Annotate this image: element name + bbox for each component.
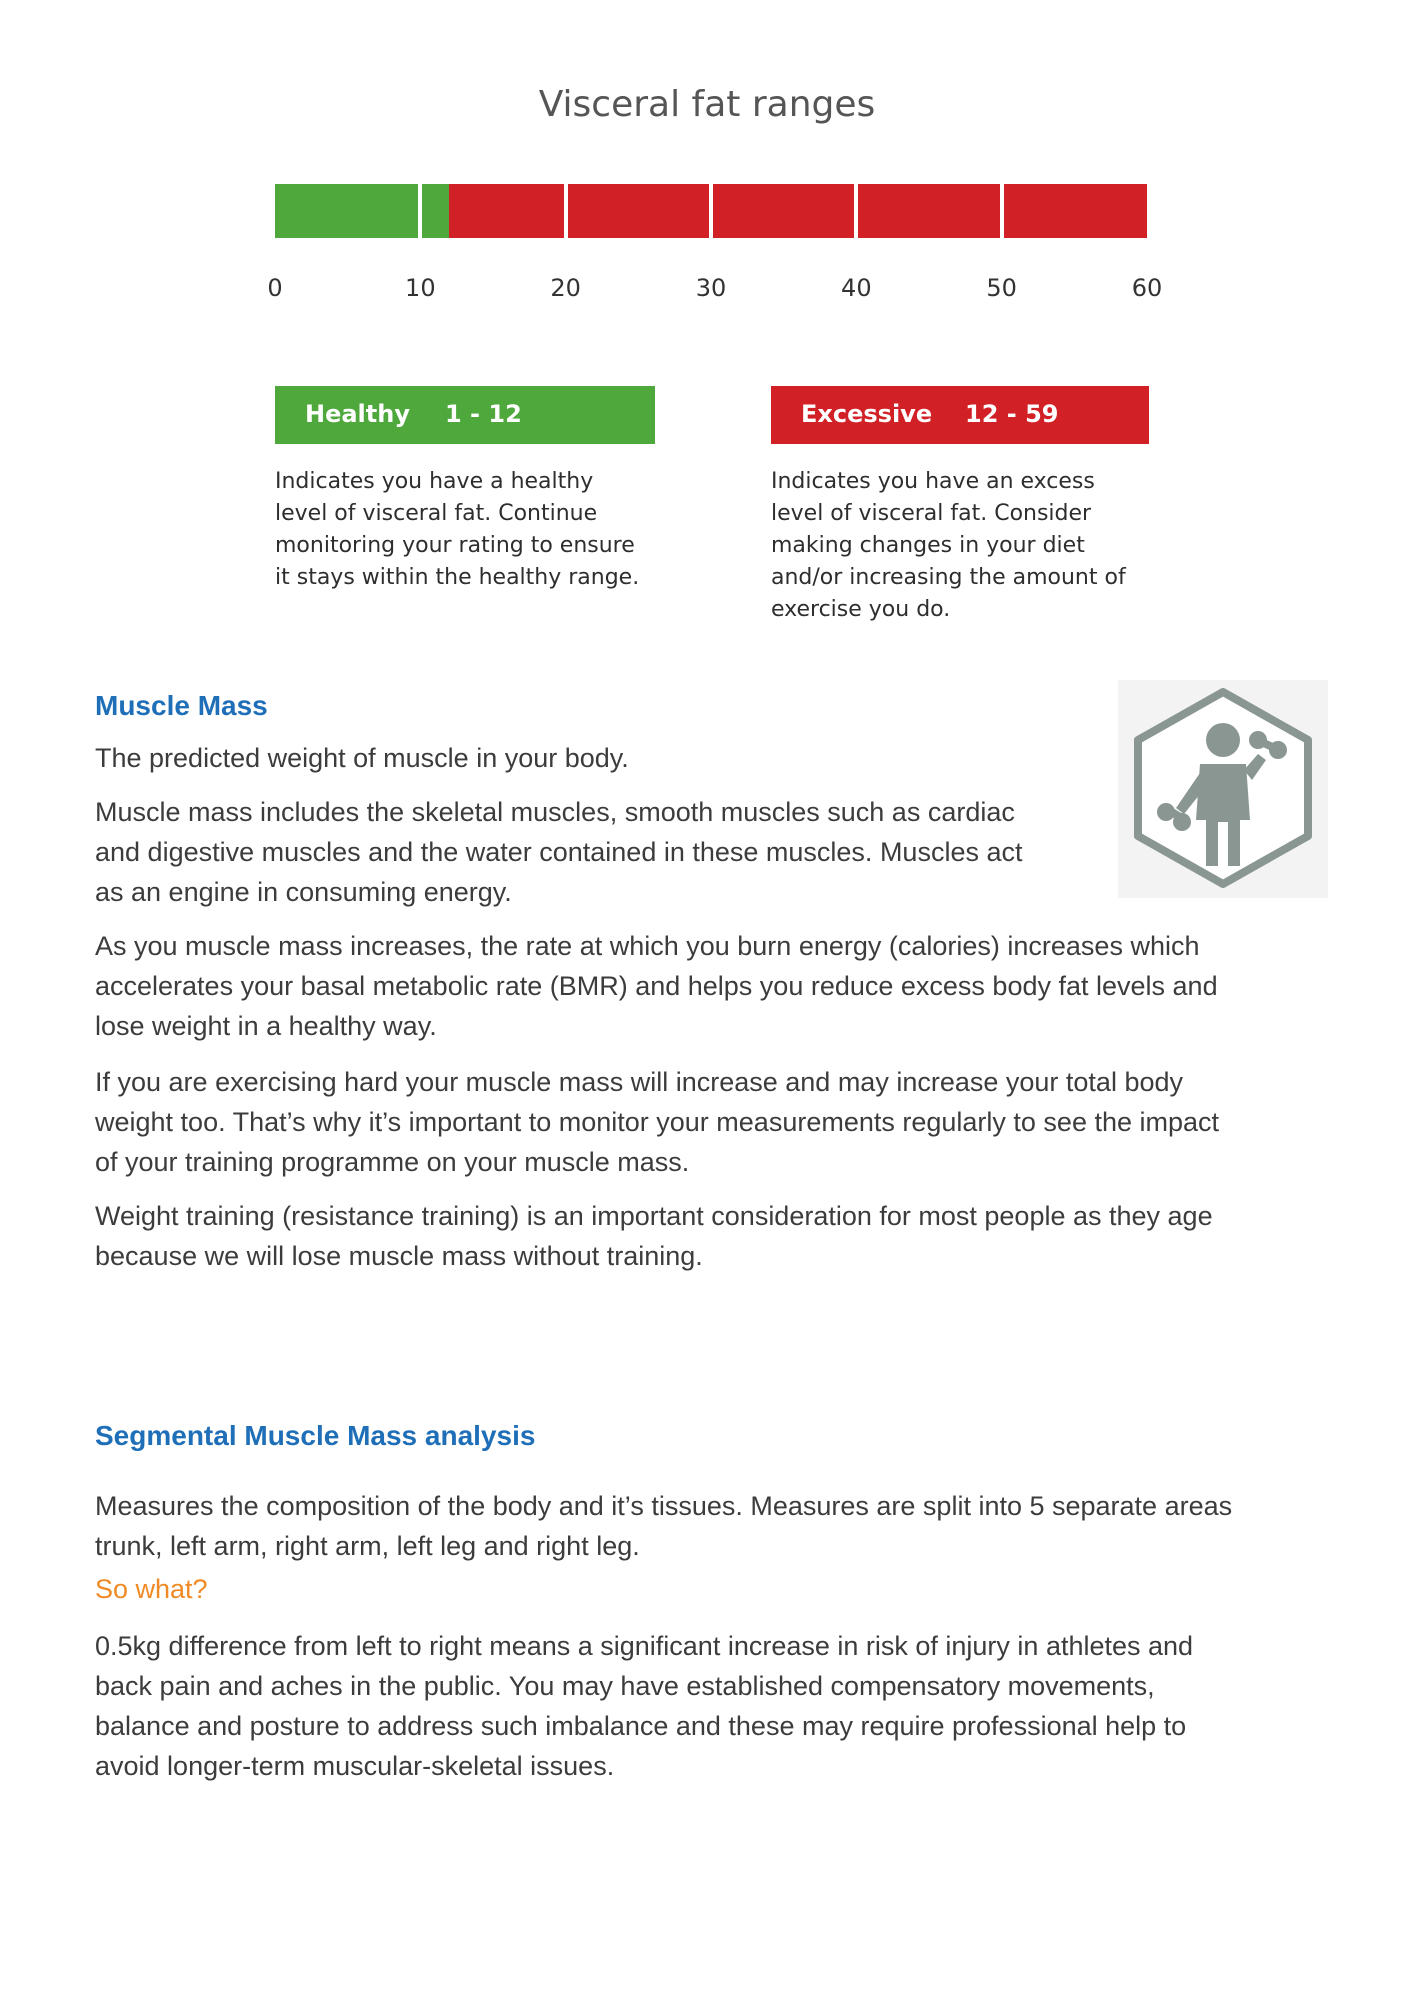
scale-divider: [418, 184, 422, 238]
excessive-description-line: Indicates you have an excess: [771, 469, 1095, 494]
excessive-description: [771, 466, 1126, 626]
scale-tick-label: 30: [695, 274, 727, 302]
healthy-label: Healthy: [305, 400, 410, 428]
scale-tick-label: 0: [267, 274, 283, 302]
scale-divider: [709, 184, 713, 238]
paragraph-line: Weight training (resistance training) is an important consideration for most people as they age: [95, 1201, 1213, 1231]
muscle-mass-paragraph-3: [95, 926, 1218, 1046]
excessive-label: Excessive: [801, 400, 933, 428]
so-what-label: So what?: [95, 1574, 208, 1604]
paragraph-line: As you muscle mass increases, the rate at which you burn energy (calories) increases which: [95, 931, 1200, 961]
segmental-paragraph-2: [95, 1626, 1193, 1786]
weightlifter-hexagon-icon: [1118, 680, 1328, 898]
excessive-range-box: [771, 386, 1149, 444]
scale-divider: [1000, 184, 1004, 238]
segmental-heading: Segmental Muscle Mass analysis: [95, 1420, 536, 1451]
figure-title: Visceral fat ranges: [538, 84, 876, 125]
paragraph-line: of your training programme on your muscle mass.: [95, 1147, 690, 1177]
paragraph-line: accelerates your basal metabolic rate (BMR) and helps you reduce excess body fat levels and: [95, 971, 1218, 1001]
scale-divider: [564, 184, 568, 238]
healthy-range: 1 - 12: [445, 400, 522, 428]
scale-divider: [854, 184, 858, 238]
healthy-description-line: Indicates you have a healthy: [275, 469, 594, 494]
paragraph-line: avoid longer-term muscular-skeletal issues.: [95, 1751, 615, 1781]
paragraph-line: trunk, left arm, right arm, left leg and right leg.: [95, 1531, 640, 1561]
scale-tick-label: 50: [986, 274, 1017, 302]
muscle-mass-paragraph-2: [95, 792, 1022, 912]
paragraph-line: balance and posture to address such imbalance and these may require professional help to: [95, 1711, 1187, 1741]
healthy-segment: [275, 184, 449, 238]
paragraph-line: weight too. That’s why it’s important to monitor your measurements regularly to see the impact: [95, 1107, 1220, 1137]
paragraph-line: because we will lose muscle mass without training.: [95, 1241, 703, 1271]
paragraph-line: Muscle mass includes the skeletal muscles, smooth muscles such as cardiac: [95, 797, 1015, 827]
excessive-description-line: level of visceral fat. Consider: [771, 501, 1092, 526]
healthy-description-line: monitoring your rating to ensure: [275, 533, 635, 558]
segmental-paragraph-1: [95, 1486, 1232, 1566]
excessive-range: 12 - 59: [965, 400, 1059, 428]
scale-tick-label: 10: [405, 274, 436, 302]
excessive-description-line: making changes in your diet: [771, 533, 1085, 558]
muscle-mass-paragraph-5: [95, 1196, 1213, 1276]
scale-tick-label: 40: [841, 274, 872, 302]
healthy-description-line: it stays within the healthy range.: [275, 565, 640, 590]
paragraph-line: back pain and aches in the public. You may have established compensatory movements,: [95, 1671, 1155, 1701]
scale-tick-label: 20: [550, 274, 581, 302]
muscle-mass-paragraph-1: The predicted weight of muscle in your body.: [95, 743, 629, 773]
visceral-fat-scale-bar: [275, 184, 1147, 238]
paragraph-line: and digestive muscles and the water contained in these muscles. Muscles act: [95, 837, 1023, 867]
paragraph-line: lose weight in a healthy way.: [95, 1011, 437, 1041]
paragraph-line: If you are exercising hard your muscle mass will increase and may increase your total body: [95, 1067, 1183, 1097]
muscle-mass-heading: Muscle Mass: [95, 690, 268, 721]
scale-tick-label: 60: [1131, 274, 1163, 302]
paragraph-line: 0.5kg difference from left to right means a significant increase in risk of injury in athletes and: [95, 1631, 1194, 1661]
muscle-mass-paragraph-4: [95, 1062, 1219, 1182]
excessive-segment: [449, 184, 1147, 238]
excessive-description-line: exercise you do.: [771, 597, 951, 622]
paragraph-line: Measures the composition of the body and it’s tissues. Measures are split into 5 separate areas: [95, 1491, 1233, 1521]
healthy-description: [275, 466, 639, 594]
paragraph-line: as an engine in consuming energy.: [95, 877, 512, 907]
healthy-description-line: level of visceral fat. Continue: [275, 501, 598, 526]
healthy-range-box: [275, 386, 655, 444]
excessive-description-line: and/or increasing the amount of: [771, 565, 1126, 590]
